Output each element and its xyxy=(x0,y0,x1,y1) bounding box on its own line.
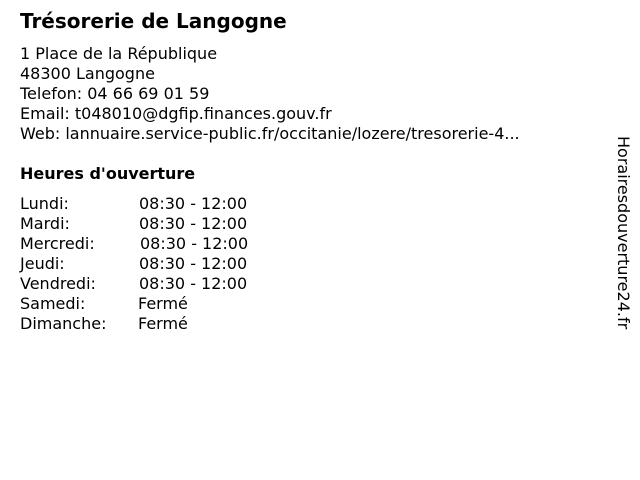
time-value: Fermé xyxy=(138,294,188,313)
phone-number: Telefon: 04 66 69 01 59 xyxy=(20,84,210,103)
hours-row-sunday xyxy=(20,314,320,334)
hours-row-thursday xyxy=(20,254,320,274)
day-label: Mardi: xyxy=(20,214,70,233)
time-value: Fermé xyxy=(138,314,188,333)
address-street: 1 Place de la République xyxy=(20,44,218,63)
site-brand-label: Horairesdouverture24.fr xyxy=(614,136,633,330)
time-value: 08:30 - 12:00 xyxy=(139,254,248,273)
day-label: Samedi: xyxy=(20,294,86,313)
time-value: 08:30 - 12:00 xyxy=(139,194,248,213)
hours-row-monday xyxy=(20,194,320,214)
email-address: Email: t048010@dgfip.finances.gouv.fr xyxy=(20,104,332,123)
hours-row-tuesday xyxy=(20,214,320,234)
hours-row-wednesday xyxy=(20,234,320,254)
time-value: 08:30 - 12:00 xyxy=(140,234,249,253)
hours-row-saturday xyxy=(20,294,320,314)
day-label: Mercredi: xyxy=(20,234,95,253)
address-city: 48300 Langogne xyxy=(20,64,155,83)
opening-hours-table xyxy=(20,194,320,334)
website-link: Web: lannuaire.service-public.fr/occitanie/lozere/tresorerie-4... xyxy=(20,124,520,143)
time-value: 08:30 - 12:00 xyxy=(139,214,248,233)
hours-row-friday xyxy=(20,274,320,294)
day-label: Lundi: xyxy=(20,194,69,213)
business-name: Trésorerie de Langogne xyxy=(20,9,287,33)
day-label: Dimanche: xyxy=(20,314,107,333)
time-value: 08:30 - 12:00 xyxy=(139,274,248,293)
opening-hours-heading: Heures d'ouverture xyxy=(20,164,196,183)
day-label: Jeudi: xyxy=(20,254,65,273)
day-label: Vendredi: xyxy=(20,274,96,293)
contact-block xyxy=(20,44,520,144)
